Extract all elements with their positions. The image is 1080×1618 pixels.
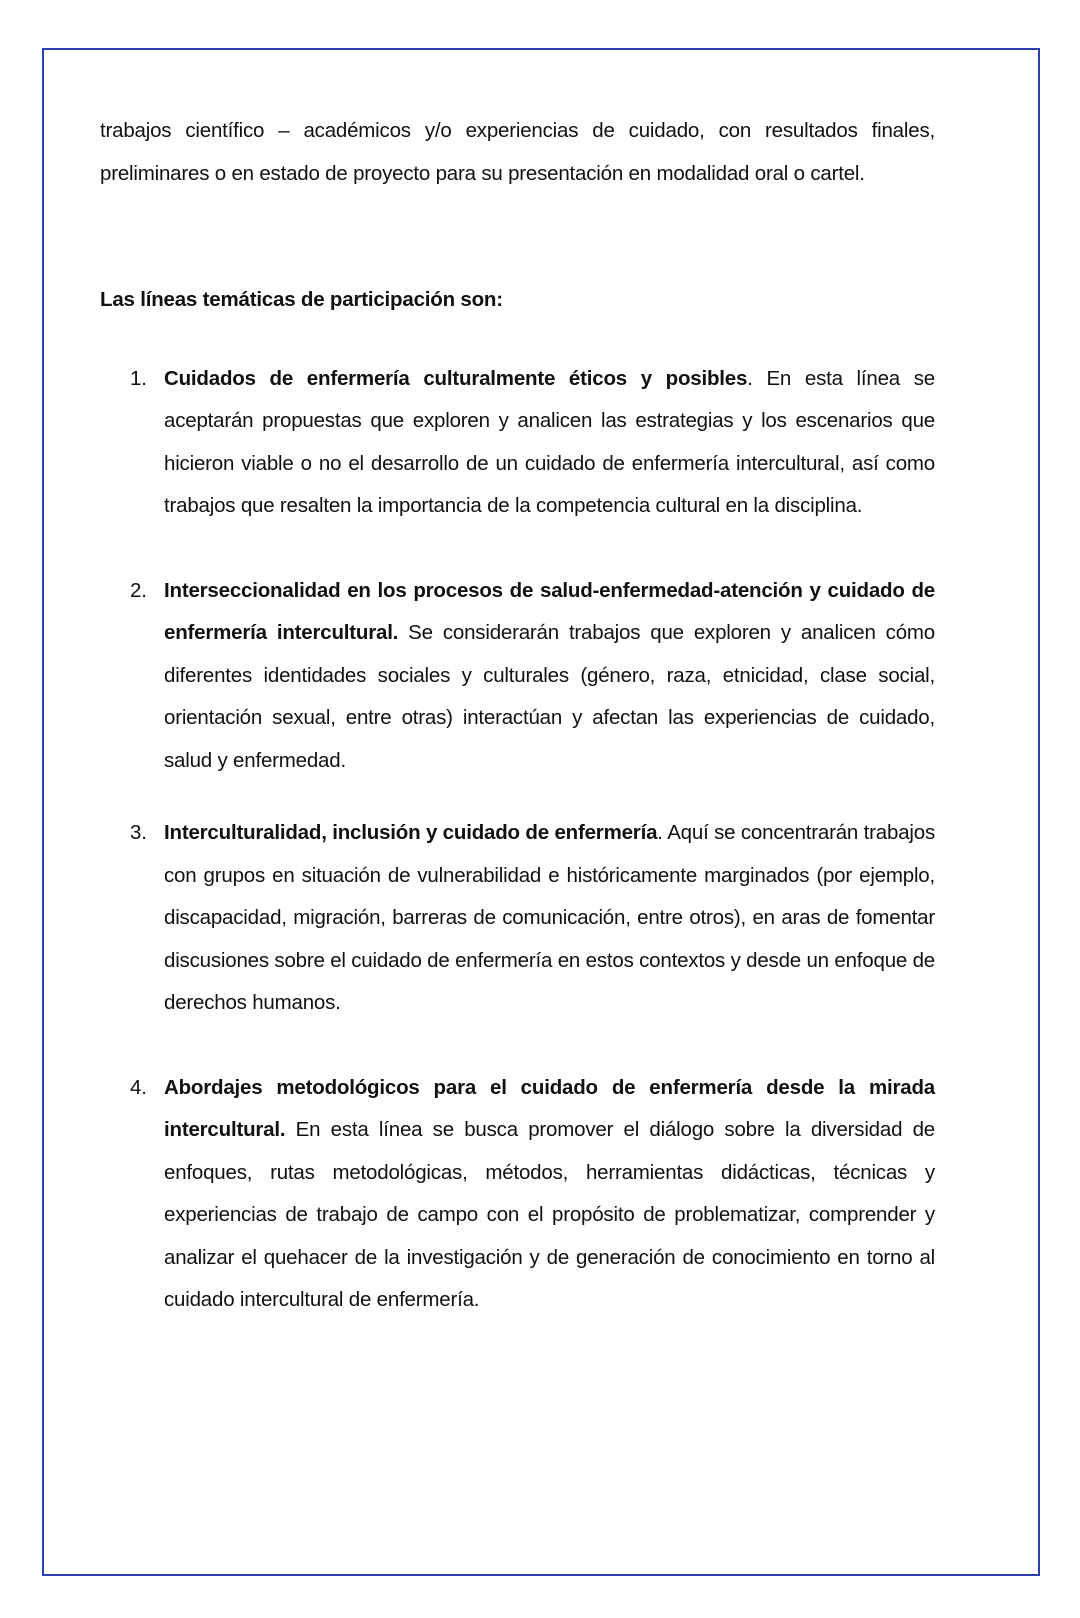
section-heading: Las líneas temáticas de participación son:: [100, 288, 503, 311]
topic-title: Abordajes metodológicos para el cuidado de enfermería desde la mirada intercultural.: [164, 1075, 935, 1141]
topic-title: Cuidados de enfermería culturalmente éticos y posibles: [164, 366, 748, 390]
list-item-4: [100, 1067, 935, 1322]
topic-title: Interseccionalidad en los procesos de salud-enfermedad-atención y cuidado de enfermería intercultural.: [164, 578, 935, 644]
list-number: 2.: [130, 578, 147, 602]
topic-body: Se considerarán trabajos que exploren y analicen cómo diferentes identidades sociales y culturales (género, raza, etnicidad, clase social, orientación sexual, entre otras) interactúan y afectan las experiencias de cuidado, salud y enfermedad.: [164, 621, 935, 772]
thematic-lines-list: [100, 358, 935, 1322]
list-item-3: [100, 812, 935, 1025]
list-number: 3.: [130, 821, 147, 844]
document-content: [100, 110, 935, 1322]
list-item-2: [100, 570, 935, 783]
topic-body: En esta línea se busca promover el diálogo sobre la diversidad de enfoques, rutas metodológicas, métodos, herramientas didácticas, técnicas y experiencias de trabajo de campo con el propósito de problematizar, comprender y analizar el quehacer de la investigación y de generación de conocimiento en torno al cuidado intercultural de enfermería.: [164, 1118, 935, 1311]
list-number: 4.: [130, 1075, 147, 1099]
list-number: 1.: [130, 366, 147, 390]
topic-title: Interculturalidad, inclusión y cuidado de enfermería: [164, 821, 658, 844]
topic-body: . Aquí se concentrarán trabajos con grupos en situación de vulnerabilidad e históricamente marginados (por ejemplo, discapacidad, migración, barreras de comunicación, entre otros), en aras de fomentar discusiones sobre el cuidado de enfermería en estos contextos y desde un enfoque de derechos humanos.: [164, 821, 935, 1014]
list-item-1: [100, 358, 935, 528]
intro-paragraph: trabajos científico – académicos y/o experiencias de cuidado, con resultados finales, preliminares o en estado de proyecto para su presentación en modalidad oral o cartel.: [100, 119, 935, 185]
topic-body: . En esta línea se aceptarán propuestas que exploren y analicen las estrategias y los escenarios que hicieron viable o no el desarrollo de un cuidado de enfermería intercultural, así como trabajos que resalten la importancia de la competencia cultural en la disciplina.: [164, 366, 935, 517]
